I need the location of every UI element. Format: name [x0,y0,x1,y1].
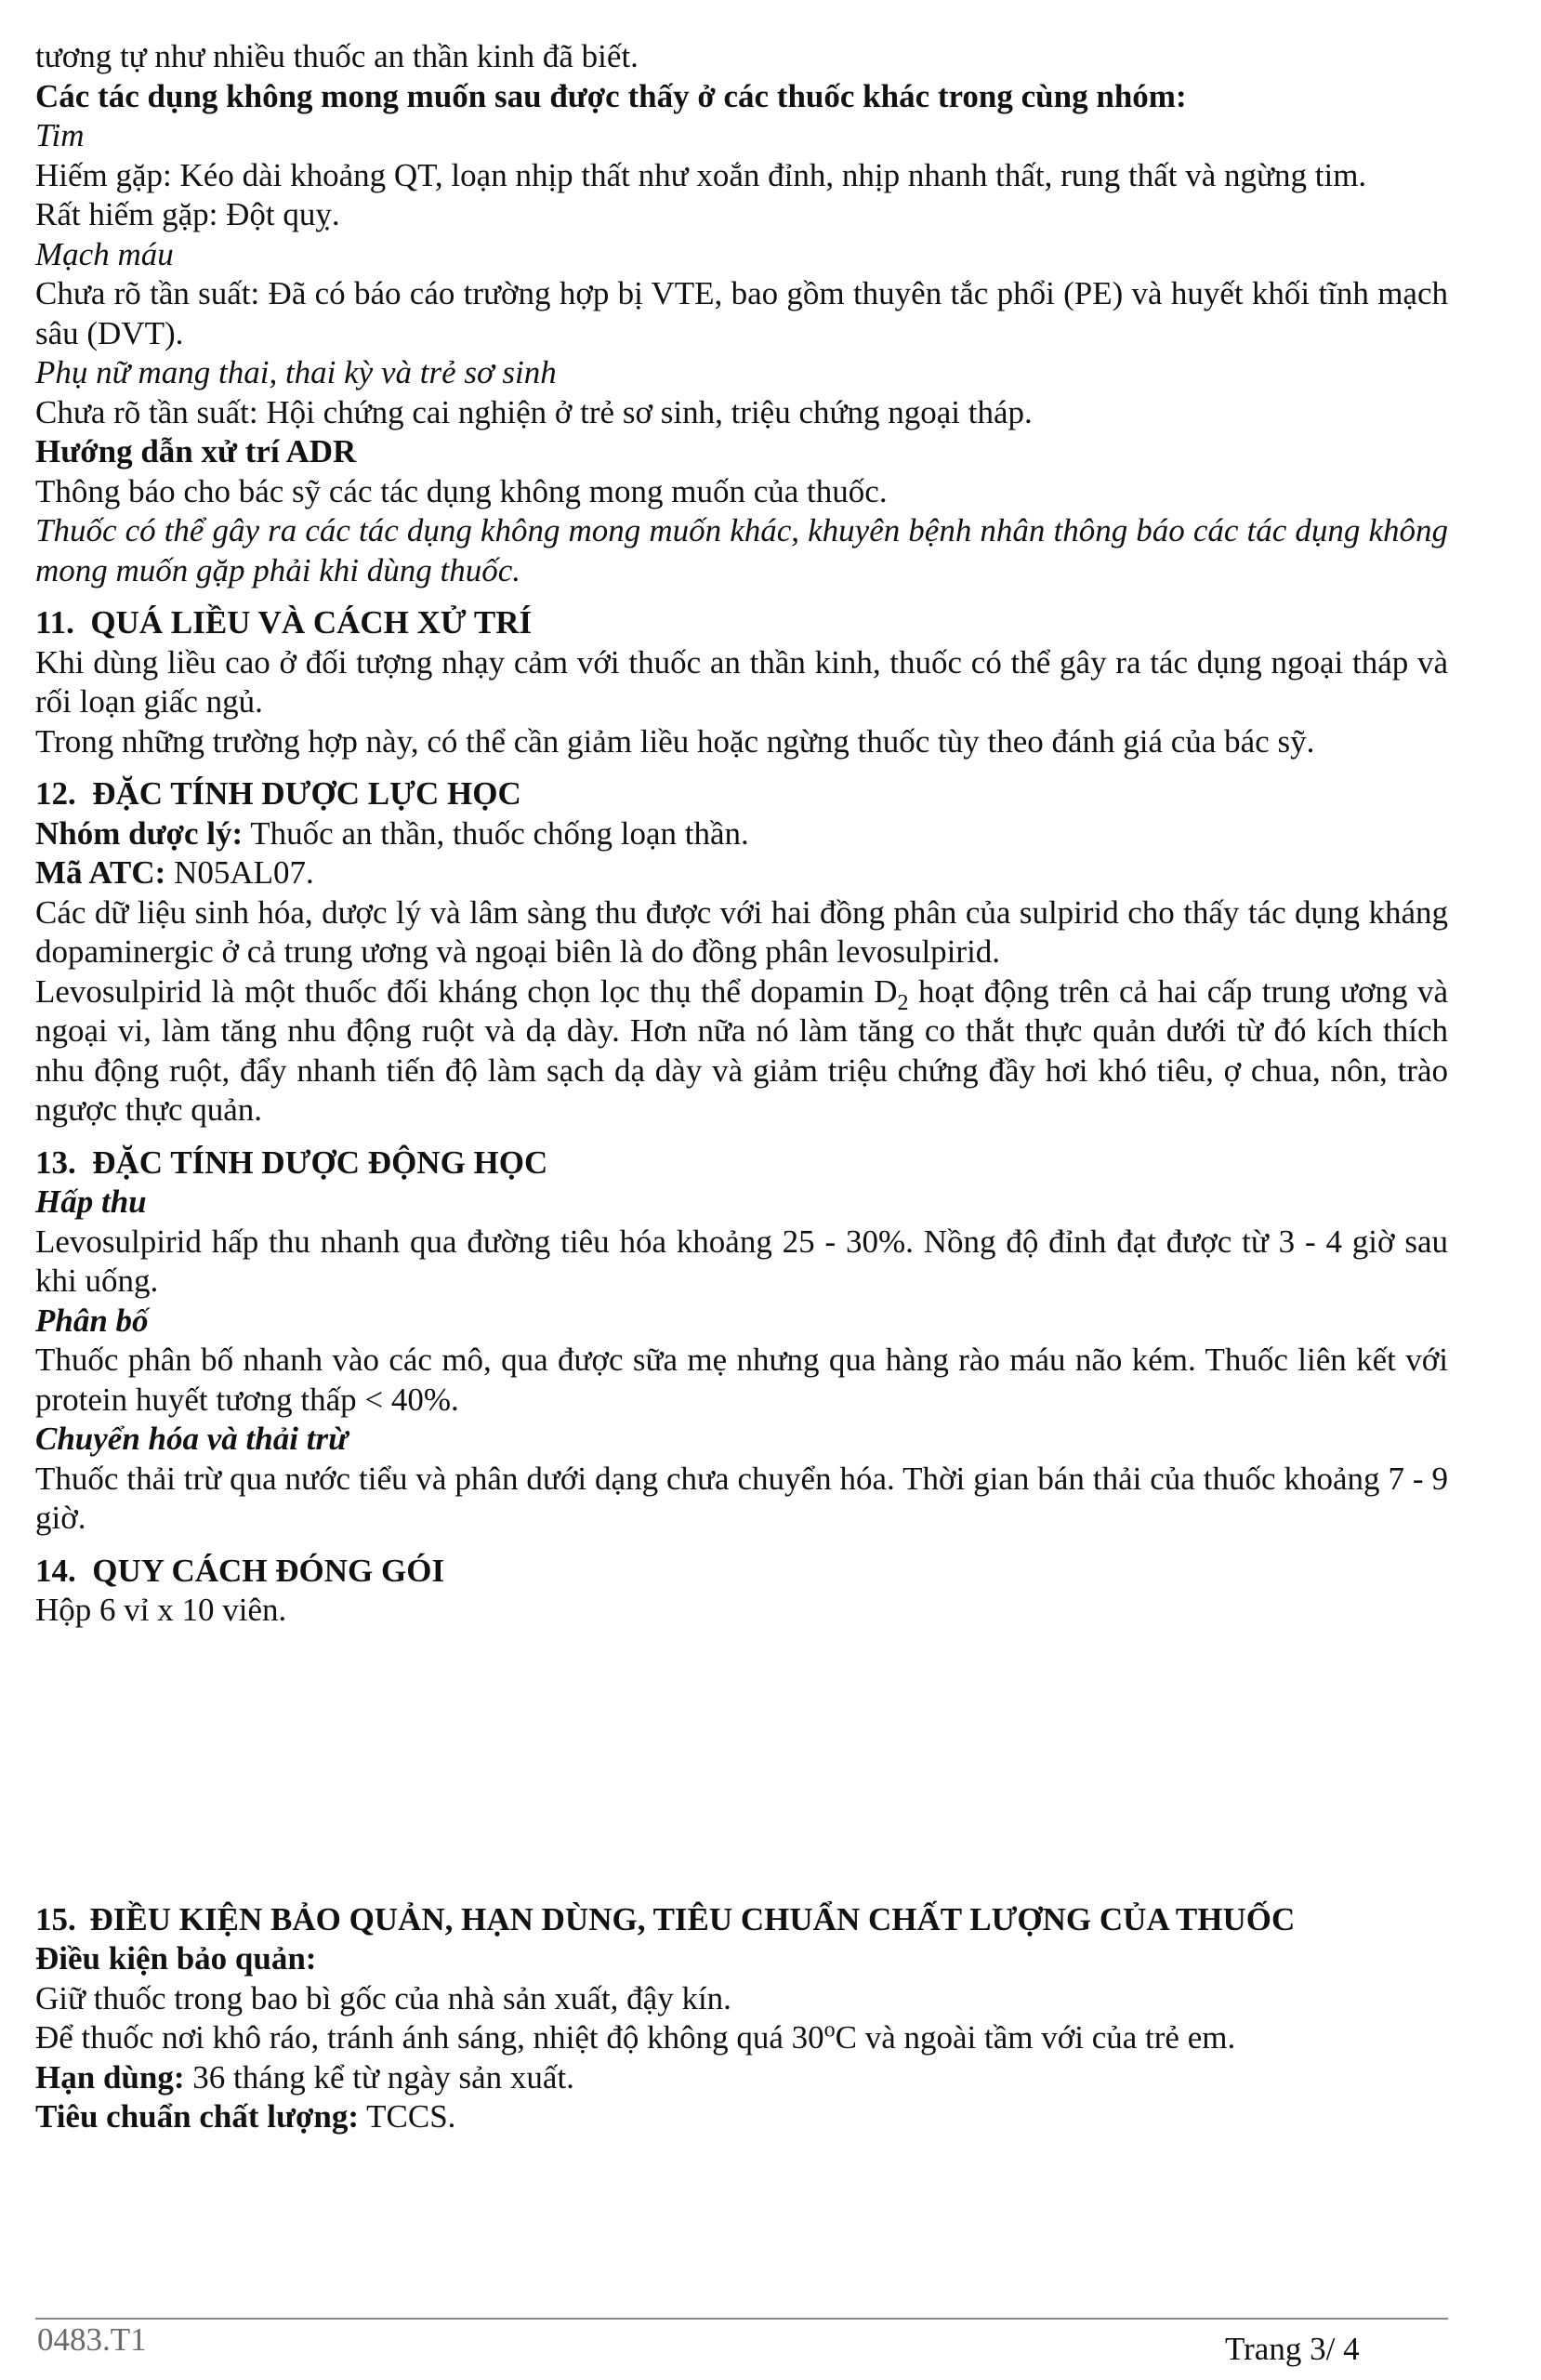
section-12-p2 [35,972,1448,1130]
atc-code-label: Mã ATC: [35,854,166,891]
section-11-number: 11. [35,604,74,641]
storage-text-1: Giữ thuốc trong bao bì gốc của nhà sản xuất, đậy kín. [35,1979,731,2016]
shelf-life-value: 36 tháng kể từ ngày sản xuất. [184,2058,574,2096]
packaging-text: Hộp 6 vỉ x 10 viên. [35,1592,287,1628]
pharmacologic-group-label: Nhóm dược lý: [35,814,244,852]
intro-text: tương tự như nhiều thuốc an thần kinh đã biết. [35,38,639,74]
pharmacologic-group-value: Thuốc an thần, thuốc chống loạn thần. [243,814,749,852]
section-11-p1: Khi dùng liều cao ở đối tượng nhạy cảm với thuốc an thần kinh, thuốc có thể gây ra tác dụng ngoại tháp và rối loạn giấc ngủ. [35,643,1448,720]
section-12-number: 12. [35,775,76,812]
phu-nu-label: Phụ nữ mang thai, thai kỳ và trẻ sơ sinh [35,354,557,390]
section-13-title: ĐẶC TÍNH DƯỢC ĐỘNG HỌC [92,1144,548,1181]
section-11-p2: Trong những trường hợp này, có thể cần giảm liều hoặc ngừng thuốc tùy theo đánh giá của bác sỹ. [35,722,1315,760]
distribution-label: Phân bố [35,1302,149,1339]
metabolism-text: Thuốc thải trừ qua nước tiểu và phân dưới dạng chưa chuyển hóa. Thời gian bán thải của thuốc khoảng 7 - 9 giờ. [35,1460,1448,1536]
d2-subscript: 2 [897,990,909,1015]
section-11-heading [35,603,1448,643]
section-14-title: QUY CÁCH ĐÓNG GÓI [92,1552,445,1589]
absorption-label: Hấp thu [35,1183,147,1220]
page-number: Trang 3/ 4 [1225,2331,1360,2367]
adr-guide-text: Thông báo cho bác sỹ các tác dụng không mong muốn của thuốc. [35,472,888,509]
section-12-heading [35,774,1448,814]
phu-nu-text: Chưa rõ tần suất: Hội chứng cai nghiện ở trẻ sơ sinh, triệu chứng ngoại tháp. [35,393,1033,430]
section-13-heading [35,1144,1448,1183]
distribution-text: Thuốc phân bố nhanh vào các mô, qua được sữa mẹ nhưng qua hàng rào máu não kém. Thuốc liên kết với protein huyết tương thấp < 40%. [35,1342,1448,1418]
degree-superscript: o [823,2017,836,2043]
quality-standard-value: TCCS. [359,2098,456,2135]
quality-standard-label: Tiêu chuẩn chất lượng: [35,2098,360,2135]
shelf-life [35,2058,1448,2098]
storage-text-2-end: C và ngoài tầm với của trẻ em. [835,2019,1236,2056]
tim-very-rare-text: Rất hiếm gặp: Đột quỵ. [35,196,340,232]
section-14-heading [35,1552,1448,1592]
storage-text-2 [35,2018,1448,2058]
storage-label: Điều kiện bảo quản: [35,1940,317,1977]
section-15-number: 15. [35,1900,76,1937]
adr-guide-italic: Thuốc có thể gây ra các tác dụng không mong muốn khác, khuyên bệnh nhân thông báo các tác dụng không mong muốn gặp phải khi dùng thuốc. [35,512,1448,588]
section-13-number: 13. [35,1144,76,1181]
section-15-title: ĐIỀU KIỆN BẢO QUẢN, HẠN DÙNG, TIÊU CHUẨN CHẤT LƯỢNG CỦA THUỐC [89,1900,1296,1937]
footer-divider [35,2318,1448,2320]
section-12-p2-end: hoạt động trên cả hai cấp trung ương và ngoại vi, làm tăng nhu động ruột và dạ dày. Hơn nữa nó làm tăng co thắt thực quản dưới từ đó kích thích nhu động ruột, đẩy nhanh tiến độ làm sạch dạ dày và giảm triệu chứng đầy hơi khó tiêu, ợ chua, nôn, trào ngược thực quản. [35,972,1449,1128]
adr-other-heading: Các tác dụng không mong muốn sau được thấy ở các thuốc khác trong cùng nhóm: [35,77,1187,114]
tim-label: Tim [35,117,85,153]
shelf-life-label: Hạn dùng: [35,2058,185,2096]
absorption-text: Levosulpirid hấp thu nhanh qua đường tiêu hóa khoảng 25 - 30%. Nồng độ đỉnh đạt được từ 3 - 4 giờ sau khi uống. [35,1223,1448,1299]
atc-code [35,853,1448,893]
section-12-p1: Các dữ liệu sinh hóa, dược lý và lâm sàng thu được với hai đồng phân của sulpirid cho thấy tác dụng kháng dopaminergic ở cả trung ương và ngoại biên là do đồng phân levosulpirid. [35,893,1448,970]
mach-mau-text: Chưa rõ tần suất: Đã có báo cáo trường hợp bị VTE, bao gồm thuyên tắc phổi (PE) và huyết khối tĩnh mạch sâu (DVT). [35,275,1448,351]
storage-text-2-start: Để thuốc nơi khô ráo, tránh ánh sáng, nhiệt độ không quá 30 [35,2019,824,2056]
section-12-p2-start: Levosulpirid là một thuốc đối kháng chọn lọc thụ thể dopamin D [35,972,898,1010]
metabolism-label: Chuyển hóa và thải trừ [35,1421,349,1457]
quality-standard [35,2097,1448,2137]
section-12-title: ĐẶC TÍNH DƯỢC LỰC HỌC [92,775,521,812]
adr-guide-heading: Hướng dẫn xử trí ADR [35,433,357,469]
section-15-heading [35,1900,1448,1940]
mach-mau-label: Mạch máu [35,235,174,272]
atc-code-value: N05AL07. [165,854,314,891]
document-code: 0483.T1 [37,2321,147,2358]
section-14-number: 14. [35,1552,76,1589]
tim-rare-text: Hiếm gặp: Kéo dài khoảng QT, loạn nhịp thất như xoắn đỉnh, nhịp nhanh thất, rung thất và ngừng tim. [35,156,1367,193]
section-11-title: QUÁ LIỀU VÀ CÁCH XỬ TRÍ [90,604,533,641]
pharmacologic-group [35,814,1448,854]
document-page [35,37,1448,2137]
